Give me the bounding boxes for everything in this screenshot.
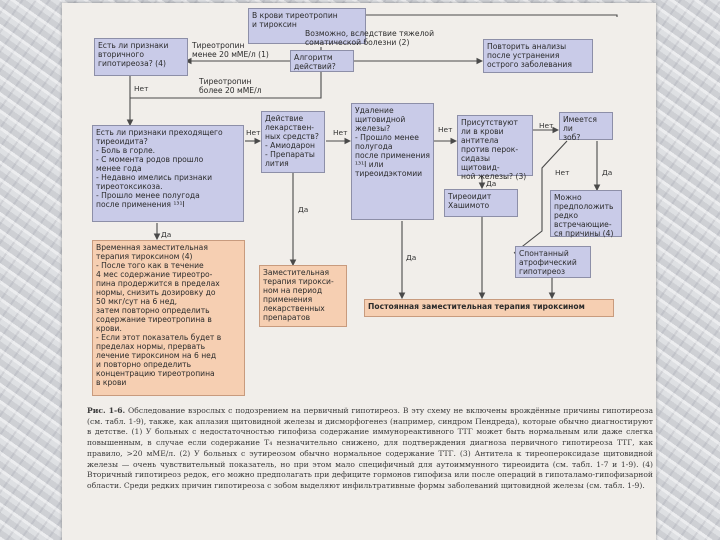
rare-causes-box: Можно предположить редко встречающие- ся причины (4) — [550, 190, 622, 237]
figure-caption — [87, 406, 653, 492]
tsh-high-label: Тиреотропин более 20 мМЕ/л — [199, 77, 262, 95]
antibodies-question: Присутствуют ли в крови антитела против перок- сидазы щитовид- ной железы? (3) — [457, 115, 533, 176]
possible-severe-label: Возможно, вследствие тяжелой соматической болезни (2) — [305, 29, 435, 47]
figure-label: Рис. 1-6. — [87, 406, 126, 415]
transient-thyroiditis-question: Есть ли признаки преходящего тиреоидита? - Боль в горле. - С момента родов прошло менее года - Недавно имелись признаки тиреотоксикоза. - Прошло менее полугода после применения ¹³¹I — [92, 125, 244, 222]
secondary-hypothyroid-question: Есть ли признаки вторичного гипотиреоза? (4) — [94, 38, 188, 76]
drugs-question: Действие лекарствен- ных средств? - Амиодарон - Препараты лития — [261, 111, 325, 173]
caption-text: Обследование взрослых с подозрением на первичный гипотиреоз. В эту схему не включены врождённые причины гипотиреоза (см. табл. 1-9), также, как аплазия щитовидной железы и дисморфогенез (например, синдром Пендреда), которые обычно диагностируют в детстве. (1) У больных с недостаточностью гипофиза содержание иммунореактивного ТТГ может быть нормальным или даже слегка повышенным, в случае если содержание T₄ незначительно снижено, для подтверждения диагноза первичного гипотиреоза ТТГ, как правило, >20 мМЕ/л. (2) У больных с эутиреозом обычно нормальное содержание ТТГ. (3) Антитела к тиреопероксидазе щитовидной железы — очень чувствительный показатель, но при этом мало специфичный для аутоиммунного тиреоидита (см. табл. 1-7 и 1-9). (4) Вторичный гипотиреоз редок, его можно предполагать при дефиците гормонов гипофиза или после операций в гипоталамо-гипофизарной области. Среди редких причин гипотиреоза с зобом выделяют инфильтративные формы заболеваний щитовидной железы (см. табл. 1-9). — [87, 406, 653, 490]
tsh-thyroxine-box: В крови тиреотропин и тироксин — [248, 8, 366, 44]
no-label-3: Нет — [333, 128, 348, 137]
yes-goiter-label: Да — [602, 168, 613, 177]
drug-therapy-box: Заместительная терапия тирокси- ном на период применения лекарственных препаратов — [259, 265, 347, 327]
no-label-2: Нет — [246, 128, 261, 137]
spontaneous-box: Спонтанный атрофический гипотиреоз — [515, 246, 591, 278]
yes-thyroidectomy-label: Да — [406, 253, 417, 262]
repeat-tests-box: Повторить анализы после устранения острого заболевания — [483, 39, 593, 73]
algorithm-box: Алгоритм действий? — [290, 50, 354, 72]
tsh-low-label: Тиреотропин менее 20 мМЕ/л (1) — [192, 41, 269, 59]
scanned-page — [62, 3, 656, 540]
yes-drugs-label: Да — [298, 205, 309, 214]
thyroidectomy-question: Удаление щитовидной железы? - Прошло менее полугода после применения ¹³¹I или тиреоидэктомии — [351, 103, 434, 220]
yes-antibodies-label: Да — [486, 179, 497, 188]
yes-transient-label: Да — [161, 230, 172, 239]
goiter-question: Имеется ли зоб? — [559, 112, 613, 140]
no-label-1: Нет — [134, 84, 149, 93]
no-label-6: Нет — [555, 168, 570, 177]
temporary-therapy-box: Временная заместительная терапия тироксином (4) - После того как в течение 4 мес содержание тиреотро- пина продержится в пределах нормы, снизить дозировку до 50 мкг/сут на 6 нед, затем повторно определить содержание тиреотропина в крови. - Если этот показатель будет в пределах нормы, прервать лечение тироксином на 6 нед и повторно определить концентрацию тиреотропина в крови — [92, 240, 245, 396]
no-label-5: Нет — [539, 121, 554, 130]
permanent-therapy-box: Постоянная заместительная терапия тироксином — [364, 299, 614, 317]
hashimoto-box: Тиреоидит Хашимото — [444, 189, 518, 217]
no-label-4: Нет — [438, 125, 453, 134]
